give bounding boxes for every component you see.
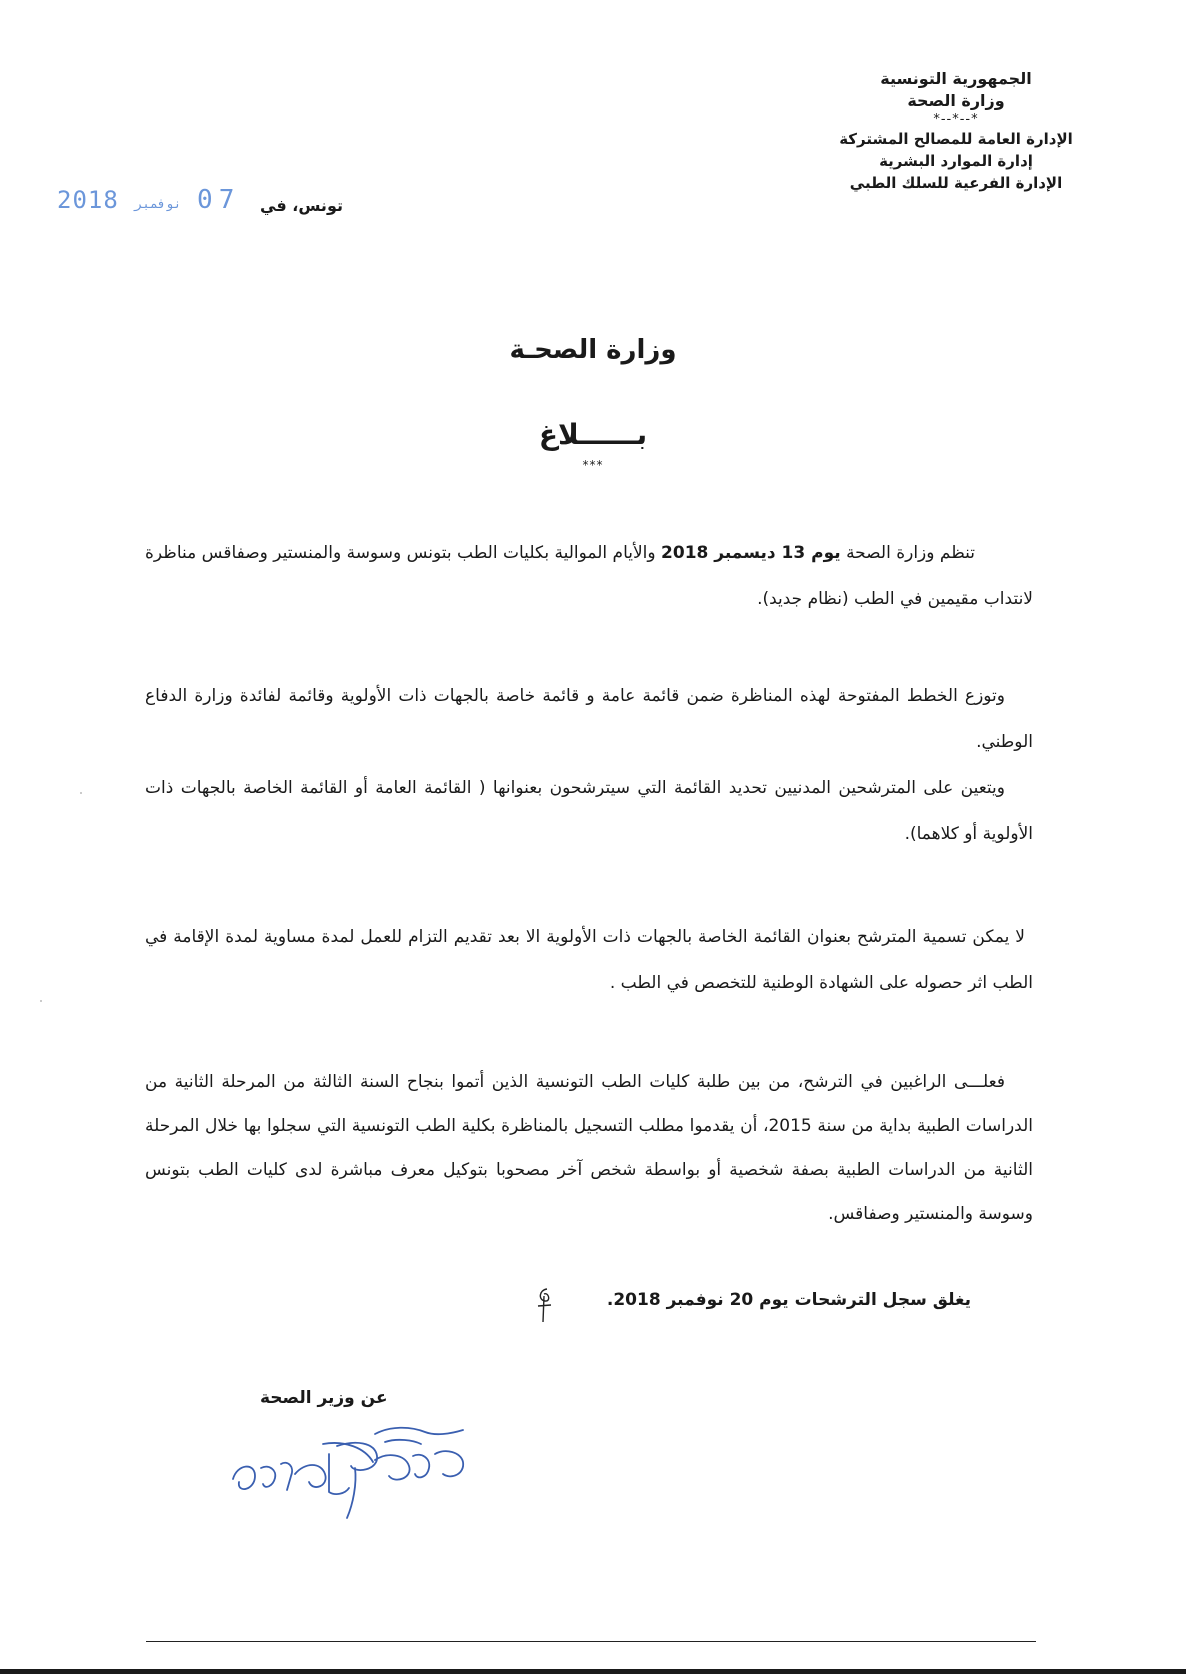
paragraph-1-start: تنظم وزارة الصحة [840,543,976,563]
footer-rule [146,1641,1036,1642]
document-subtitle: بــــــلاغ [538,418,648,451]
initial-mark-icon [535,1286,555,1324]
letterhead-hr-directorate: إدارة الموارد البشرية [879,152,1033,170]
date-stamp-year: 2018 [57,186,119,214]
letterhead-ministry: وزارة الصحة [907,91,1005,110]
place-date-label: تونس، في [260,196,343,215]
date-stamp-day: 07 [197,185,241,215]
handwritten-signature-icon [225,1404,515,1524]
paragraph-1 [145,530,1033,622]
signature-title: عن وزير الصحة [260,1388,388,1408]
scan-speck [80,792,82,794]
date-stamp-month: نوفمبر [134,197,182,212]
paragraph-3: ويتعين على المترشحين المدنيين تحديد القائمة التي سيترشحون بعنوانها ( القائمة العامة أو القائمة الخاصة بالجهات ذات الأولوية أو كلاهما). [145,778,1033,844]
closing-deadline: يغلق سجل الترشحات يوم 20 نوفمبر 2018. [606,1290,971,1310]
letterhead-stars: *--*--* [933,112,979,127]
document-title: وزارة الصحـة [509,335,677,365]
paragraph-4: لا يمكن تسمية المترشح بعنوان القائمة الخاصة بالجهات ذات الأولوية الا بعد تقديم التزام للعمل لمدة مساوية لمدة الإقامة في الطب اثر حصوله على الشهادة الوطنية للتخصص في الطب . [145,927,1033,993]
date-stamp [57,185,240,215]
paragraph-1-end: والأيام الموالية بكليات الطب بتونس وسوسة والمنستير وصفاقس مناظرة لانتداب مقيمين في الطب (نظام جديد). [145,543,1033,609]
letterhead-general-directorate: الإدارة العامة للمصالح المشتركة [839,130,1073,148]
letterhead [826,68,1086,194]
letterhead-republic: الجمهورية التونسية [880,69,1032,88]
letterhead-sub-directorate: الإدارة الفرعية للسلك الطبي [849,174,1063,192]
paragraph-5: فعلـــى الراغبين في الترشح، من بين طلبة كليات الطب التونسية الذين أتموا بنجاح السنة الثالثة من المرحلة الثانية من الدراسات الطبية بداية من سنة 2015، أن يقدموا مطلب التسجيل بالمناظرة بكلية الطب التونسية التي سجلوا بها خلال المرحلة الثانية من الدراسات الطبية بصفة شخصية أو بواسطة شخص آخر مصحوبا بتوكيل معرف مباشرة لدى كليات الطب بتونس وسوسة والمنستير وصفاقس. [145,1072,1033,1224]
subtitle-stars: *** [582,458,604,472]
paragraph-2: وتوزع الخطط المفتوحة لهذه المناظرة ضمن قائمة عامة و قائمة خاصة بالجهات ذات الأولوية وقائمة لفائدة وزارة الدفاع الوطني. [145,686,1033,752]
scan-edge [0,1669,1186,1674]
paragraph-1-date: يوم 13 ديسمبر 2018 [661,543,841,563]
scan-speck [40,1000,42,1002]
